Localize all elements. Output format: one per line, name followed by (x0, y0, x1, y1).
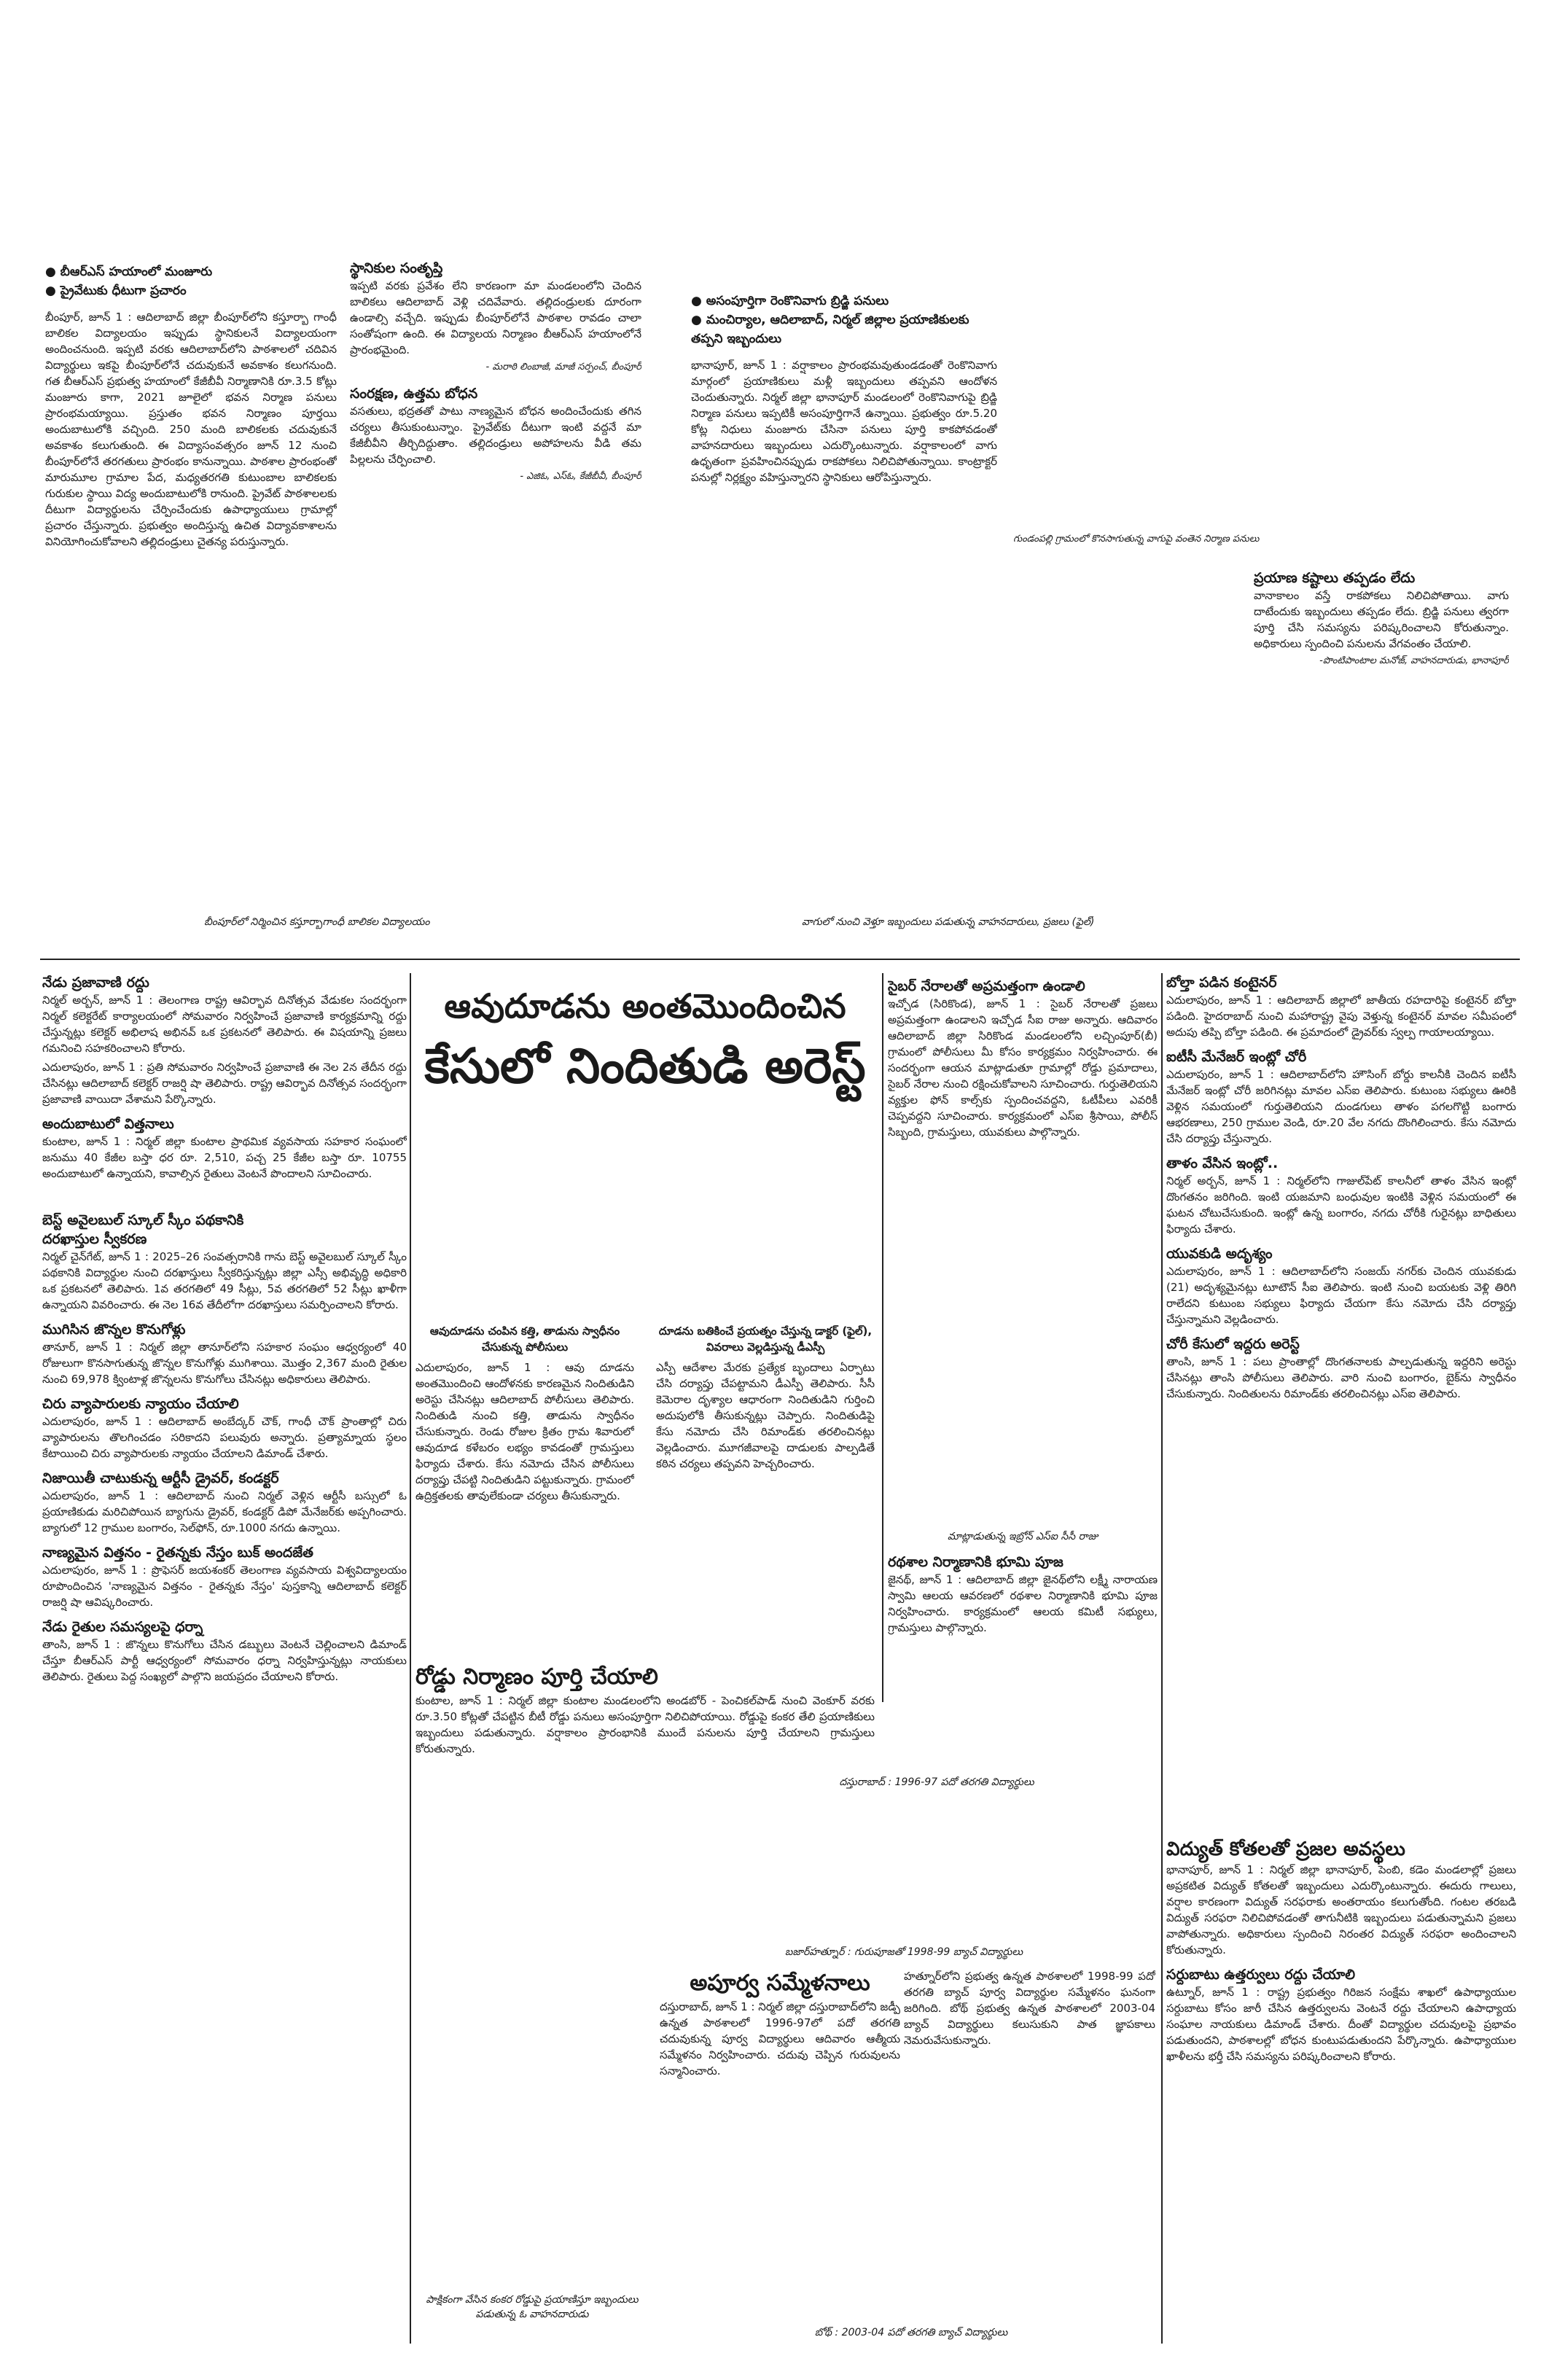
bridge-article (691, 292, 997, 700)
brief-heading-jowar: ముగిసిన జొన్నల కొనుగోళ్లు (42, 1322, 186, 1338)
stream-caption: వాగులో నుంచి వెళ్తూ ఇబ్బందులు పడుతున్న వాహనదారులు, ప్రజలు (ఫైల్) (802, 916, 1095, 928)
bridge-quote-credit: -పొంటిపాంటాల మనోజ్, వాహనదారుడు, భానాపూర్ (1319, 655, 1509, 666)
reunion-article-col1 (660, 1968, 900, 2333)
brief-heading-seeds: అందుబాటులో విత్తనాలు (42, 1116, 174, 1132)
bridge-body: భానాపూర్, జూన్ 1 : వర్షాకాలం ప్రారంభమవుతుండడంతో రెంకొనివాగు మార్గంలో ప్రయాణికులు మళ్లీ ఇబ్బందులు తప్పవని ఆందోళన చెందుతున్నారు. నిర్మల్ జిల్లా భానాపూర్ మండలంలో రెంకొనివాగుపై బ్రిడ్జి నిర్మాణ పనులు ఇప్పటికీ అసంపూర్తిగానే ఉన్నాయి. ప్రభుత్వం రూ.5.20 కోట్ల నిధులు మంజూరు చేసినా పనులు పూర్తి కాకపోవడంతో వాహనదారులు ఇబ్బందులు ఎదుర్కొంటున్నారు. వర్షాకాలంలో వాగు ఉధృతంగా ప్రవహించినప్పుడు రాకపోకలు నిలిచిపోతున్నాయి. కాంట్రాక్టర్ పనుల్లో నిర్లక్ష్యం వహిస్తున్నారని స్థానికులు ఆరోపిస్తున్నారు. (691, 359, 997, 484)
reunion-heading: అపూర్వ సమ్మేళనాలు (690, 1970, 870, 1996)
reunion-article-col2 (904, 1968, 1155, 2216)
brief-text-book: ఎదులాపురం, జూన్ 1 : ప్రొఫెసర్ జయశంకర్ తెలంగాణ వ్యవసాయ విశ్వవిద్యాలయం రూపొందించిన 'నాణ్యమైన విత్తనం - రైతన్నకు నేస్తం' పుస్తకాన్ని ఆదిలాబాద్ కలెక్టర్ రాజర్షి షా ఆవిష్కరించారు. (42, 1564, 407, 1609)
brief-heading-book: నాణ్యమైన విత్తనం - రైతన్నకు నేస్తం బుక్ అందజేత (42, 1545, 313, 1561)
brief-text-jowar: తానూర్, జూన్ 1 : నిర్మల్ జిల్లా తానూర్‌లోని సహకార సంఘం ఆధ్వర్యంలో 40 రోజులుగా కొనసాగుతున్న జొన్నల కొనుగోళ్లు ముగిశాయి. మొత్తం 2,367 మంది రైతుల నుంచి 69,978 క్వింటాళ్ల జొన్నలను కొనుగోలు చేసినట్లు అధికారులు తెలిపారు. (42, 1341, 407, 1386)
brief-text-seeds: కుంటాల, జూన్ 1 : నిర్మల్ జిల్లా కుంటాల ప్రాథమిక వ్యవసాయ సహకార సంఘంలో జనుము 40 కేజీల బస్తా ధర రూ. 2,510, పచ్చ 25 కేజీల బస్తా రూ. 10755 అందుబాటులో ఉన్నాయని, కావాల్సిన రైతులు వెంటనే పొందాలని సూచించారు. (42, 1135, 407, 1180)
kgbv-bullet-2: ● ప్రైవేటుకు ధీటుగా ప్రచారం (45, 281, 337, 300)
power-heading: విద్యుత్ కోతలతో ప్రజల అవస్థలు (1166, 1838, 1405, 1860)
power-article (1166, 1837, 1516, 2340)
brief-text-itc: ఎదులాపురం, జూన్ 1 : ఆదిలాబాద్‌లోని హౌసింగ్ బోర్డు కాలనీకి చెందిన ఐటీసీ మేనేజర్ ఇంట్లో చోరీ జరిగినట్లు మావల ఎస్ఐ తెలిపారు. కుటుంబ సభ్యులు ఊరికి వెళ్లిన సమయంలో గుర్తుతెలియని దుండగులు తాళం పగలగొట్టి బంగారు ఆభరణాలు, 250 గ్రాముల వెండి, రూ.20 వేల నగదు దొంగిలించారు. కేసు నమోదు చేసి దర్యాప్తు చేస్తున్నారు. (1166, 1068, 1516, 1145)
bridge-quote-text: వానాకాలం వస్తే రాకపోకలు నిలిచిపోతాయి. వాగు దాటేందుకు ఇబ్బందులు తప్పడం లేదు. బ్రిడ్జి పనులు త్వరగా పూర్తి చేసి సమస్యను పరిష్కరించాలని కోరుతున్నాం. అధికారులు స్పందించి పనులను వేగవంతం చేయాలి. (1254, 589, 1509, 650)
sidebar-body-2: వసతులు, భద్రతతో పాటు నాణ్యమైన బోధన అందించేందుకు తగిన చర్యలు తీసుకుంటున్నాం. ప్రైవేట్‌కు దీటుగా ఇంటి వద్దనే మా కేజీబీవీని తీర్చిదిద్దుతాం. తల్లిదండ్రులు అపోహలను వీడి తమ పిల్లలను చేర్పించాలి. (350, 405, 641, 466)
cow-article-col2 (656, 1323, 875, 1662)
cow-article-col1 (415, 1323, 634, 1662)
cow-photo (415, 1141, 656, 1316)
brief-heading-school-sub: దరఖాస్తుల స్వీకరణ (42, 1231, 147, 1247)
teacher-heading: సర్దుబాటు ఉత్తర్వులు రద్దు చేయాలి (1166, 1967, 1356, 1983)
cyber-article (888, 977, 1158, 1290)
dsp-body: ఎస్పీ ఆదేశాల మేరకు ప్రత్యేక బృందాలు ఏర్పాటు చేసి దర్యాప్తు చేపట్టామని డీఎస్పీ తెలిపారు. సీసీ కెమెరాల దృశ్యాల ఆధారంగా నిందితుడిని గుర్తించి అదుపులోకి తీసుకున్నట్లు చెప్పారు. నిందితుడిపై కేసు నమోదు చేసి రిమాండ్‌కు తరలించినట్లు వెల్లడించారు. మూగజీవాలపై దాడులకు పాల్పడితే కఠిన చర్యలు తప్పవని హెచ్చరించారు. (656, 1361, 875, 1470)
cyber-heading: సైబర్ నేరాలతో అప్రమత్తంగా ఉండాలి (888, 978, 1085, 994)
brief-heading-vendors: చిరు వ్యాపారులకు న్యాయం చేయాలి (42, 1396, 239, 1412)
kgbv-body: బీంపూర్, జూన్ 1 : ఆదిలాబాద్ జిల్లా బీంపూర్‌లోని కస్తూర్బా గాంధీ బాలికల విద్యాలయం ఇప్పుడు స్థానికులనే విద్యాలయంగా అందించనుంది. ఇప్పటి వరకు ఆదిలాబాద్‌లోని పాఠశాలలో చదివిన విద్యార్థులు ఇకపై బీంపూర్‌లోనే చదువుకునే అవకాశం కలుగనుంది. గత బీఆర్ఎస్ ప్రభుత్వ హయాంలో కేజీబీవీ నిర్మాణానికి రూ.3.5 కోట్లు మంజూరు కాగా, 2021 జూలైలో భవన నిర్మాణ పనులు ప్రారంభమయ్యాయి. ప్రస్తుతం భవన నిర్మాణం పూర్తయి అందుబాటులోకి వచ్చింది. 250 మంది బాలికలకు చదువుకునే అవకాశం కలుగుతుంది. ఈ విద్యాసంవత్సరం జూన్ 12 నుంచి బీంపూర్‌లోనే తరగతులు ప్రారంభం కానున్నాయి. పాఠశాల ప్రారంభంతో మారుమూల గ్రామాల పేద, మధ్యతరగతి కుటుంబాల బాలికలకు గురుకుల స్థాయి విద్య అందుబాటులోకి రానుంది. ప్రైవేట్ పాఠశాలలకు దీటుగా విద్యార్థులను చేర్పించేందుకు ఉపాధ్యాయులు గ్రామాల్లో ప్రచారం చేస్తున్నారు. ప్రభుత్వం అందిస్తున్న ఉచిత విద్యావకాశాలను వినియోగించుకోవాలని తల్లిదండ్రులు చైతన్య పరుస్తున్నారు. (45, 311, 337, 548)
brief-heading-itc: ఐటీసీ మేనేజర్ ఇంట్లో చోరీ (1166, 1049, 1307, 1065)
section-divider (40, 959, 1520, 960)
column-rule-3 (1161, 973, 1163, 2344)
brief-text-rtc: ఎదులాపురం, జూన్ 1 : ఆదిలాబాద్ నుంచి నిర్మల్ వెళ్లిన ఆర్టీసీ బస్సులో ఓ ప్రయాణికుడు మరిచిపోయిన బ్యాగును డ్రైవర్, కండక్టర్ డిపో మేనేజర్‌కు అప్పగించారు. బ్యాగులో 12 గ్రాముల బంగారం, సెల్‌ఫోన్, రూ.1000 నగదు ఉన్నాయి. (42, 1489, 407, 1534)
rathashala-body: జైనథ్, జూన్ 1 : ఆదిలాబాద్ జిల్లా జైనథ్‌లోని లక్ష్మీ నారాయణ స్వామి ఆలయ ఆవరణలో రథశాల నిర్మాణానికి భూమి పూజ నిర్వహించారు. కార్యక్రమంలో ఆలయ కమిటీ సభ్యులు, గ్రామస్తులు పాల్గొన్నారు. (888, 1573, 1158, 1634)
brief-heading-school: బెస్ట్ అవైలబుల్ స్కూల్ స్కీం పథకానికి (42, 1212, 244, 1228)
brief-heading-rtc: నిజాయితీ చాటుకున్న ఆర్టీసీ డ్రైవర్, కండక్టర్ (42, 1470, 279, 1486)
bridge-photo-caption: గుండంపల్లి గ్రామంలో కొనసాగుతున్న వాగుపై వంతెన నిర్మాణ పనులు (1013, 534, 1260, 545)
sidebar-credit-2: - ఎజిఓ, ఎస్ఓ, కేజీబీవీ, బీంపూర్ (520, 471, 641, 482)
road-article (415, 1662, 875, 1983)
reunion-caption-3: బోథ్ : 2003-04 పదో తరగతి బ్యాచ్ విద్యార్థులు (814, 2327, 1008, 2338)
power-body: భానాపూర్, జూన్ 1 : నిర్మల్ జిల్లా భానాపూర్, పెంబి, కడెం మండలాల్లో ప్రజలు అప్రకటిత విద్యుత్ కోతలతో ఇబ్బందులు ఎదుర్కొంటున్నారు. ఈదురు గాలులు, వర్షాల కారణంగా విద్యుత్ సరఫరాకు అంతరాయం కలుగుతోంది. గంటల తరబడి విద్యుత్ సరఫరా నిలిచిపోవడంతో తాగునీటికి ఇబ్బందులు పడుతున్నామని ప్రజలు వాపోతున్నారు. అధికారులు స్పందించి నిరంతర విద్యుత్ సరఫరా అందించాలని కోరుతున్నారు. (1166, 1863, 1516, 1956)
si-photo (888, 1312, 1158, 1480)
brief-heading-missing: యువకుడి అదృశ్యం (1166, 1246, 1273, 1262)
main-headline (415, 980, 875, 1134)
brief-text-theft-arrest: తాంసి, జూన్ 1 : పలు ప్రాంతాల్లో దొంగతనాలకు పాల్పడుతున్న ఇద్దరిని అరెస్టు చేసినట్లు తాంసి పోలీసులు తెలిపారు. వారి నుంచి బంగారం, బైక్‌ను స్వాధీనం చేసుకున్నారు. నిందితులను రిమాండ్‌కు తరలించినట్లు ఎస్ఐ తెలిపారు. (1166, 1355, 1516, 1400)
kgbv-article (45, 262, 337, 685)
headline-line-1: ఆవుదూడను అంతమొందించిన (444, 986, 846, 1026)
rathashala-article (888, 1553, 1158, 1684)
brief-text-prajavani-2: ఎదులాపురం, జూన్ 1 : ప్రతి సోమవారం నిర్వహించే ప్రజావాణి ఈ నెల 2న తేదీన రద్దు చేసినట్లు ఆదిలాబాద్ కలెక్టర్ రాజర్షి షా తెలిపారు. రాష్ట్ర ఆవిర్భావ దినోత్సవ సందర్భంగా ప్రజావాణి వాయిదా వేశామని పేర్కొన్నారు. (42, 1061, 407, 1106)
sidebar-credit-1: - మరాఠి లింబాజీ, మాజీ సర్పంచ్, బీంపూర్ (485, 362, 641, 372)
dsp-kicker: దూడను బతికించే ప్రయత్నం చేస్తున్న డాక్టర్ (ఫైల్), వివరాలు వెల్లడిస్తున్న డీఎస్పీ (658, 1324, 873, 1354)
teacher-body: ఉట్నూర్, జూన్ 1 : రాష్ట్ర ప్రభుత్వం గిరిజన సంక్షేమ శాఖలో ఉపాధ్యాయుల సర్దుబాటు కోసం జారీ చేసిన ఉత్తర్వులను వెంటనే రద్దు చేయాలని ఉపాధ్యాయ సంఘాల నాయకులు డిమాండ్ చేశారు. దీంతో విద్యార్థుల చదువులపై ప్రభావం పడుతుందని, పాఠశాలల్లో బోధన కుంటుపడుతుందని పేర్కొన్నారు. ఉపాధ్యాయుల ఖాళీలను భర్తీ చేసి సమస్యను పరిష్కరించాలని కోరారు. (1166, 1986, 1516, 2063)
gravel-road-photo (415, 2041, 649, 2289)
kgbv-sidebar (350, 259, 641, 580)
bridge-bullet-1: ● అసంపూర్తిగా రెంకొనివాగు బ్రిడ్జి పనులు (691, 292, 997, 311)
headline-line-2: కేసులో నిందితుడి అరెస్ట్ (424, 1038, 866, 1094)
brief-text-missing: ఎదులాపురం, జూన్ 1 : ఆదిలాబాద్‌లోని సంజయ్ నగర్‌కు చెందిన యువకుడు (21) అదృశ్యమైనట్లు టూటౌన్ సీఐ తెలిపారు. ఇంటి నుంచి బయటకు వెళ్లి తిరిగి రాలేదని కుటుంబ సభ్యులు ఫిర్యాదు చేయగా కేసు నమోదు చేసి దర్యాప్తు చేస్తున్నామని వెల్లడించారు. (1166, 1265, 1516, 1326)
brief-heading-dharna: నేడు రైతుల సమస్యలపై ధర్నా (42, 1619, 203, 1635)
reunion-caption-2: బజార్‌హత్నూర్ : గురుపూజతో 1998-99 బ్యాచ్ విద్యార్థులు (784, 1946, 1023, 1958)
bridge-quote (1254, 569, 1509, 911)
reunion-body-2: హత్నూర్‌లోని ప్రభుత్వ ఉన్నత పాఠశాలలో 1998-99 పదో తరగతి బ్యాచ్ పూర్వ విద్యార్థుల సమ్మేళనం ఘనంగా జరిగింది. బోథ్ ప్రభుత్వ ఉన్నత పాఠశాలలో 2003-04 బ్యాచ్ విద్యార్థులు కలుసుకుని పాత జ్ఞాపకాలు నెమరువేసుకున్నారు. (904, 1970, 1155, 2047)
sidebar-heading-2: సంరక్షణ, ఉత్తమ బోధన (350, 386, 478, 402)
kgbv-caption: బీంపూర్‌లో నిర్మించిన కస్తూర్బాగాంధీ బాలికల విద్యాలయం (204, 916, 430, 928)
brief-text-locked-house: నిర్మల్ అర్బన్, జూన్ 1 : నిర్మల్‌లోని గాజుల్‌పేట్ కాలనీలో తాళం వేసిన ఇంట్లో దొంగతనం జరిగింది. ఇంటి యజమాని బంధువుల ఇంటికి వెళ్లిన సమయంలో ఈ ఘటన చోటుచేసుకుంది. ఇంట్లో ఉన్న బంగారం, నగదు చోరీకి గురైనట్లు బాధితులు ఫిర్యాదు చేశారు. (1166, 1174, 1516, 1236)
sidebar-heading-1: స్థానికుల సంతృప్తి (350, 260, 443, 276)
brief-heading-theft-arrest: చోరీ కేసులో ఇద్దరు అరెస్ట్ (1166, 1336, 1300, 1352)
bridge-photo (1013, 262, 1509, 488)
briefs-column-right (1166, 973, 1516, 1782)
si-caption: మాట్లాడుతున్న ఇబ్రోన్‌ ఎస్‌ఐ సీసీ రాజు (947, 1531, 1099, 1542)
kgbv-bullet-1: ● బీఆర్ఎస్ హయాంలో మంజూరు (45, 262, 337, 281)
reunion-caption-1: దస్తురాబాద్ : 1996-97 పదో తరగతి విద్యార్థులు (839, 1776, 1034, 1788)
reunion-photo-3 (904, 2220, 1155, 2318)
cow-body: ఎదులాపురం, జూన్ 1 : ఆవు దూడను అంతమొందించి ఆందోళనకు కారణమైన నిందితుడిని అరెస్టు చేసినట్లు ఆదిలాబాద్ పోలీసులు తెలిపారు. నిందితుడి నుంచి కత్తి, తాడును స్వాధీనం చేసుకున్నారు. రెండు రోజుల క్రితం గ్రామ శివారులో ఆవుదూడ కళేబరం లభ్యం కావడంతో గ్రామస్తులు ఫిర్యాదు చేశారు. కేసు నమోదు చేసిన పోలీసులు దర్యాప్తు చేపట్టి నిందితుడిని పట్టుకున్నారు. గ్రామంలో ఉద్రిక్తతలకు తావులేకుండా చర్యలు తీసుకున్నారు. (415, 1361, 634, 1502)
reunion-body-1: దస్తురాబాద్, జూన్ 1 : నిర్మల్ జిల్లా దస్తురాబాద్‌లోని జడ్పీ ఉన్నత పాఠశాలలో 1996-97లో పదో తరగతి చదువుకున్న పూర్వ విద్యార్థులు ఆదివారం ఆత్మీయ సమ్మేళనం నిర్వహించారు. చదువు చెప్పిన గురువులను సన్మానించారు. (660, 2000, 900, 2077)
road-body: కుంటాల, జూన్ 1 : నిర్మల్ జిల్లా కుంటాల మండలంలోని అండబోర్ - పెంచికల్‌పాడ్ నుంచి వెంకూర్ వరకు రూ.3.50 కోట్లతో చేపట్టిన బీటీ రోడ్డు పనులు అసంపూర్తిగా నిలిచిపోయాయి. రోడ్డుపై కంకర తేలి ప్రయాణికులు ఇబ్బందులు పడుతున్నారు. వర్షాకాలం ప్రారంభానికి ముందే పనులను పూర్తి చేయాలని గ్రామస్తులు కోరుతున్నారు. (415, 1694, 875, 1755)
brief-text-school: నిర్మల్ చైన్‌గేట్, జూన్ 1 : 2025–26 సంవత్సరానికి గాను బెస్ట్ అవైలబుల్ స్కూల్ స్కీం పథకానికి విద్యార్థుల నుంచి దరఖాస్తులు స్వీకరిస్తున్నట్లు జిల్లా ఎస్సీ అభివృద్ధి అధికారి ఒక ప్రకటనలో తెలిపారు. 1వ తరగతిలో 49 సీట్లు, 5వ తరగతిలో 52 సీట్లు ఖాళీగా ఉన్నాయని వివరించారు. ఈ నెల 16వ తేదీలోగా దరఖాస్తులు సమర్పించాలని కోరారు. (42, 1250, 407, 1311)
dsp-photo (660, 1141, 878, 1316)
rathashala-heading: రథశాల నిర్మాణానికి భూమి పూజ (888, 1554, 1064, 1570)
brief-heading-container: బోల్తా పడిన కంటైనర్ (1166, 975, 1277, 991)
cow-kicker: ఆవుదూడను చంపిన కత్తి, తాడును స్వాధీనం చేసుకున్న పోలీసులు (429, 1324, 620, 1354)
bridge-bullet-2: ● మంచిర్యాల, ఆదిలాబాద్, నిర్మల్ జిల్లాల ప్రయాణికులకు తప్పని ఇబ్బందులు (691, 311, 997, 348)
brief-text-vendors: ఎదులాపురం, జూన్ 1 : ఆదిలాబాద్ అంబేద్కర్ చౌక్, గాంధీ చౌక్ ప్రాంతాల్లో చిరు వ్యాపారులను తొలగించడం సరికాదని పలువురు అన్నారు. ప్రత్యామ్నాయ స్థలం కేటాయించి చిరు వ్యాపారులకు న్యాయం చేయాలని డిమాండ్ చేశారు. (42, 1415, 407, 1460)
kgbv-photo (45, 692, 643, 911)
cyber-body: ఇచ్చోడ (సిరికొండ), జూన్ 1 : సైబర్ నేరాలతో ప్రజలు అప్రమత్తంగా ఉండాలని ఇచ్చోడ సీఐ రాజు అన్నారు. ఆదివారం ఆదిలాబాద్ జిల్లా సిరికొండ మండలంలోని లచ్చింపూర్(బీ) గ్రామంలో పోలీసులు మీ కోసం కార్యక్రమం నిర్వహించారు. ఈ సందర్భంగా ఆయన మాట్లాడుతూ గ్రామాల్లో రోడ్డు ప్రమాదాలు, సైబర్ నేరాల నుంచి రక్షించుకోవాలని సూచించారు. గుర్తుతెలియని వ్యక్తుల ఫోన్ కాల్స్‌కు స్పందించవద్దని, ఓటీపీలు ఎవరికీ చెప్పవద్దని సూచించారు. కార్యక్రమంలో ఎస్ఐ శ్రీసాయి, పోలీస్ సిబ్బంది, గ్రామస్తులు, యువకులు పాల్గొన్నారు. (888, 997, 1158, 1139)
brief-text-prajavani-1: నిర్మల్ అర్బన్, జూన్ 1 : తెలంగాణ రాష్ట్ర ఆవిర్భావ దినోత్సవ వేడుకల సందర్భంగా నిర్మల్ కలెక్టరేట్ కార్యాలయంలో సోమవారం నిర్వహించే ప్రజావాణి కార్యక్రమాన్ని రద్దు చేస్తున్నట్లు కలెక్టర్ అభిలాష అభినవ్ ఒక ప్రకటనలో తెలిపారు. ఈ విషయాన్ని ప్రజలు గమనించి సహకరించాలని కోరారు. (42, 994, 407, 1055)
stream-photo (691, 707, 1245, 911)
briefs-column-left (42, 973, 407, 2351)
brief-text-container: ఎదులాపురం, జూన్ 1 : ఆదిలాబాద్ జిల్లాలో జాతీయ రహదారిపై కంటైనర్ బోల్తా పడింది. హైదరాబాద్ నుంచి మహారాష్ట్ర వైపు వెళ్తున్న కంటైనర్ మావల సమీపంలో అదుపు తప్పి బోల్తా పడింది. ఈ ప్రమాదంలో డ్రైవర్‌కు స్వల్ప గాయాలయ్యాయి. (1166, 994, 1516, 1039)
column-rule-2 (882, 973, 883, 1702)
brief-text-dharna: తాంసి, జూన్ 1 : జొన్నలు కొనుగోలు చేసిన డబ్బులు వెంటనే చెల్లించాలని డిమాండ్ చేస్తూ బీఆర్ఎస్ పార్టీ ఆధ్వర్యంలో సోమవారం ధర్నా నిర్వహిస్తున్నట్లు నాయకులు తెలిపారు. రైతులు పెద్ద సంఖ్యలో పాల్గొని జయప్రదం చేయాలని కోరారు. (42, 1638, 407, 1683)
brief-heading-prajavani: నేడు ప్రజావాణి రద్దు (42, 975, 149, 991)
gravel-road-caption: పాక్షికంగా వేసిన కంకర రోడ్డుపై ప్రయాణిస్తూ ఇబ్బందులు పడుతున్న ఓ వాహనదారుడు (426, 2294, 639, 2320)
sidebar-body-1: ఇప్పటి వరకు ప్రవేశం లేని కారణంగా మా మండలంలోని చెందిన బాలికలు ఆదిలాబాద్ వెళ్లి చదివేవారు. తల్లిదండ్రులకు దూరంగా ఉండాల్సి వచ్చేది. ఇప్పుడు బీంపూర్‌లోనే పాఠశాల రావడం చాలా సంతోషంగా ఉంది. ఈ విద్యాలయ నిర్మాణం బీఆర్ఎస్ హయాంలోనే ప్రారంభమైంది. (350, 279, 641, 356)
column-rule-1 (410, 973, 411, 2344)
road-heading: రోడ్డు నిర్మాణం పూర్తి చేయాలి (415, 1664, 658, 1690)
bridge-subhead: ప్రయాణ కష్టాలు తప్పడం లేదు (1254, 570, 1416, 586)
brief-heading-locked-house: తాళం వేసిన ఇంట్లో.. (1166, 1155, 1279, 1171)
